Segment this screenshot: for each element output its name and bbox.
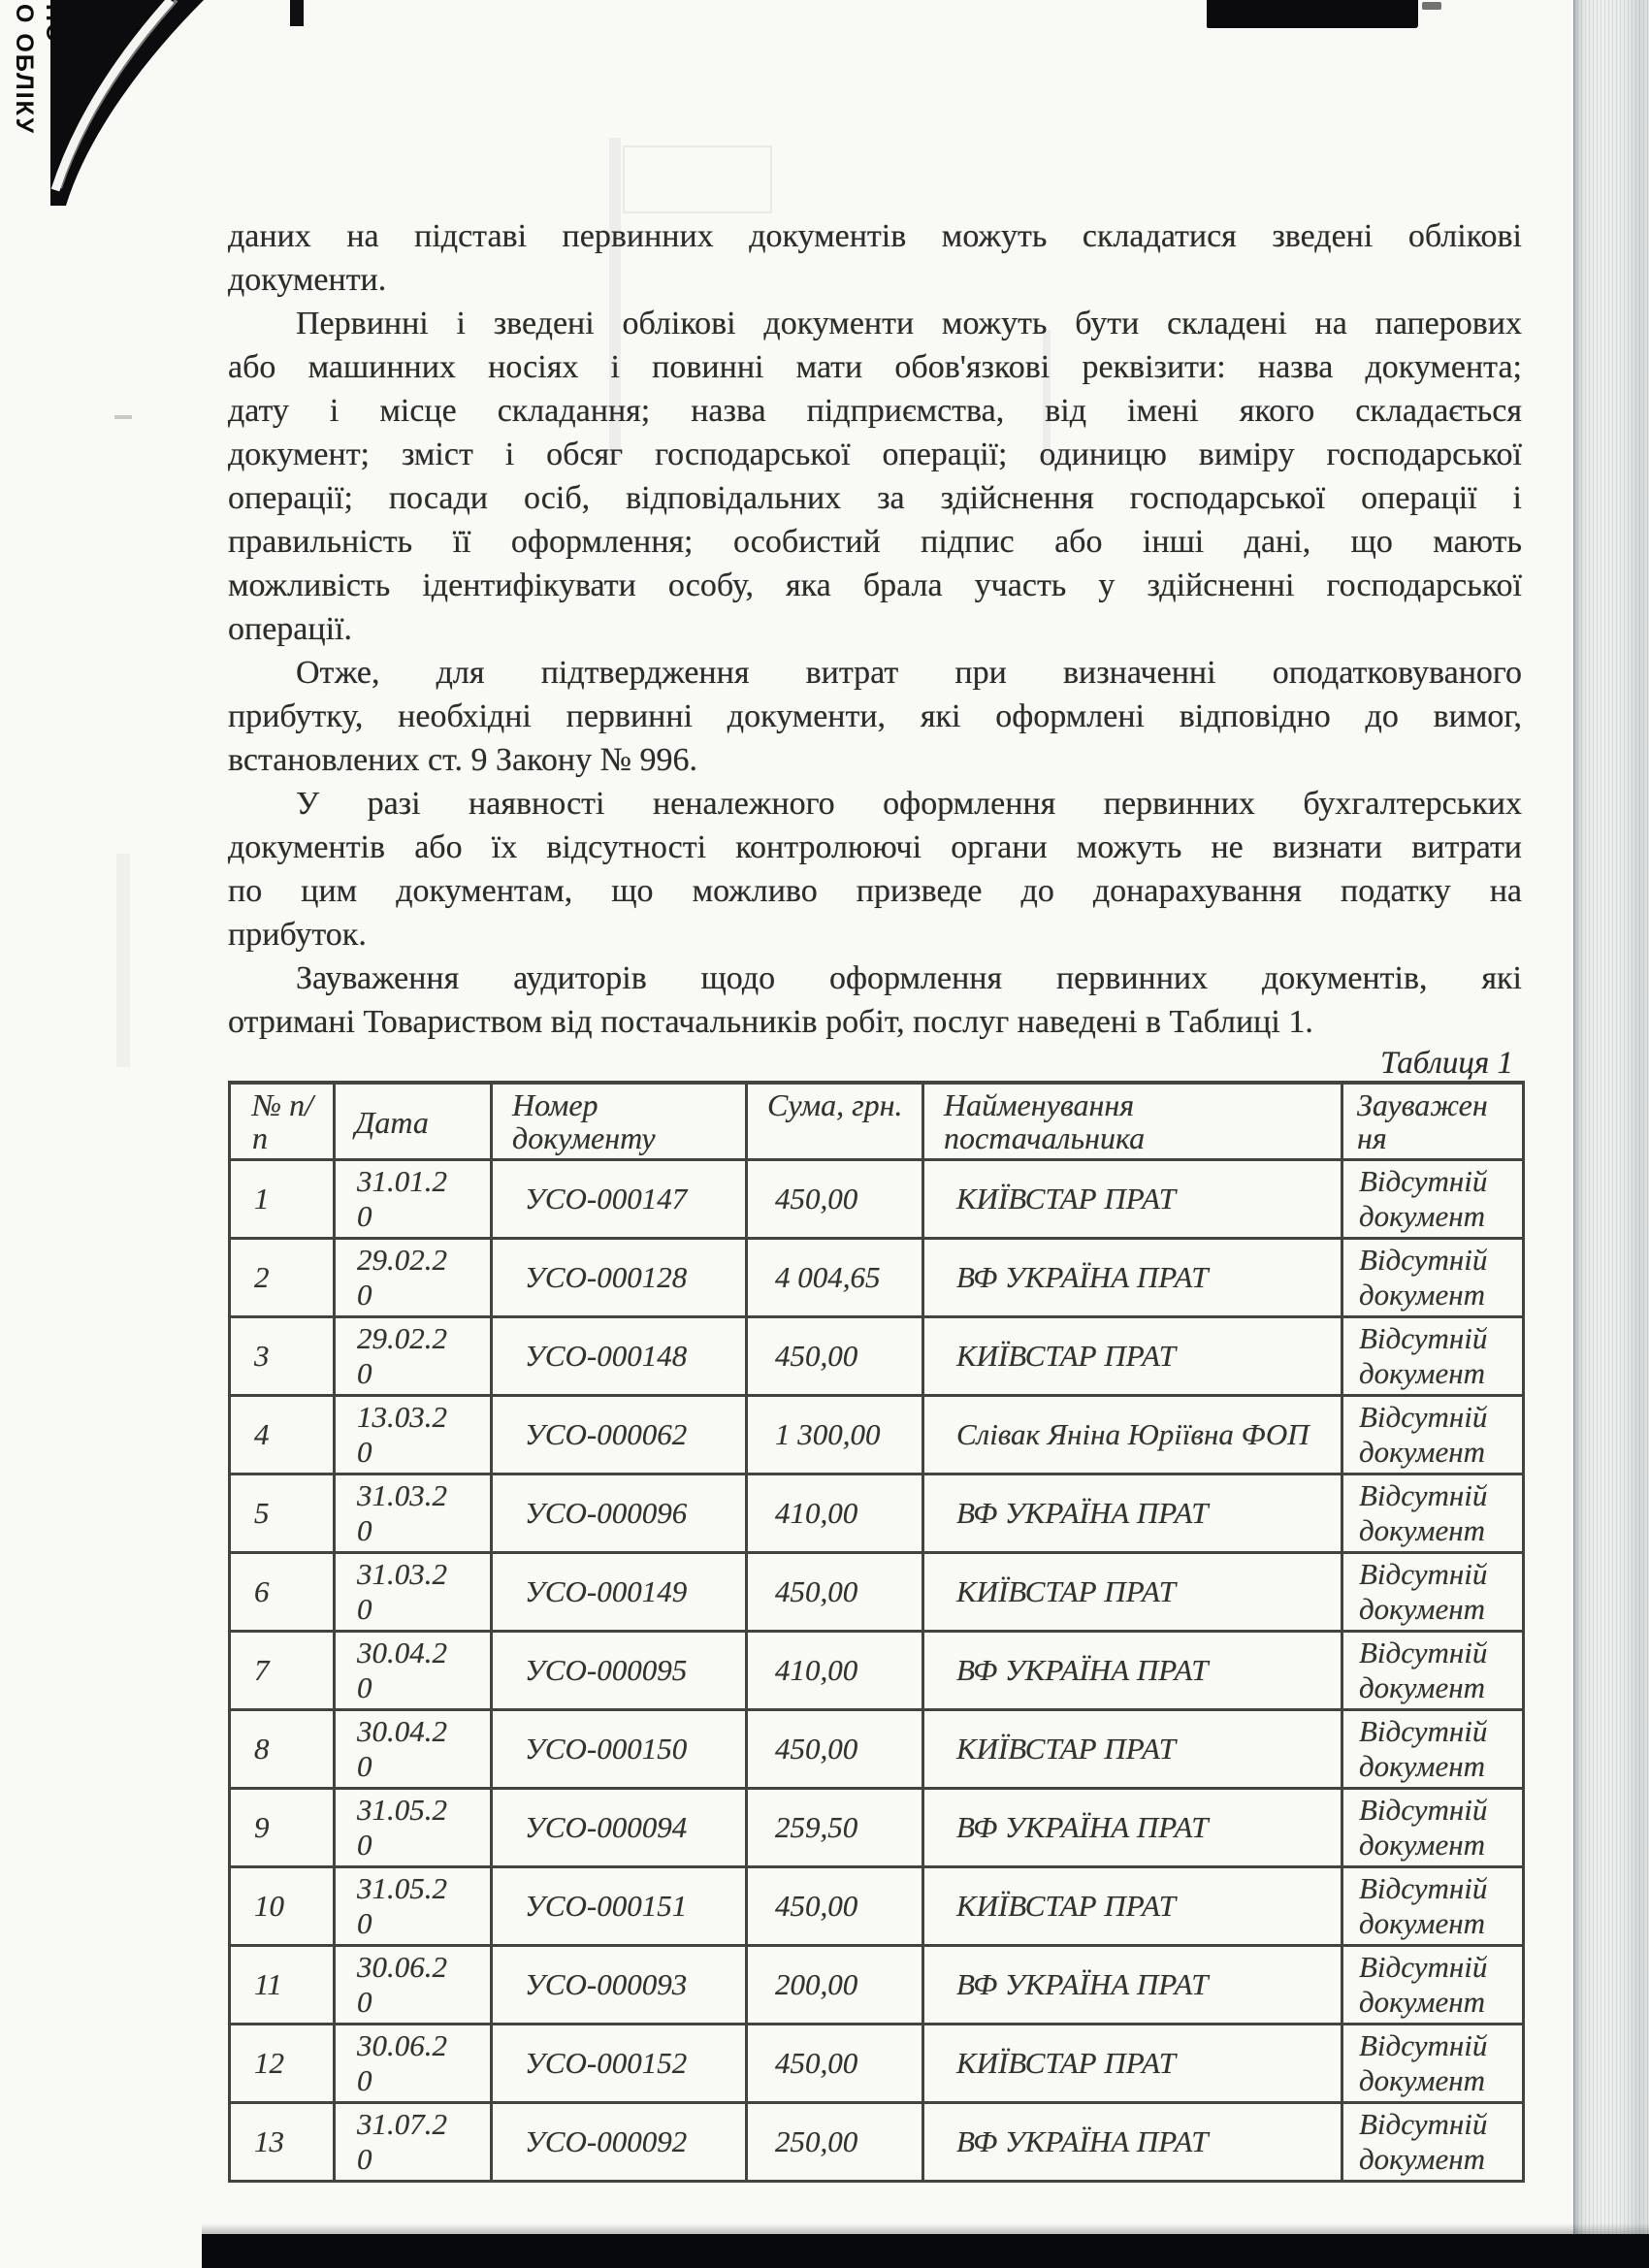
cell-date: 29.02.20 bbox=[335, 1239, 492, 1317]
bleed-through-mark bbox=[116, 854, 130, 1067]
body-line: встановлених ст. 9 Закону № 996. bbox=[228, 742, 698, 778]
cell-note: Відсутній документ bbox=[1342, 1946, 1524, 2025]
cell-supplier: КИЇВСТАР ПРАТ bbox=[923, 1160, 1342, 1239]
cell-num: 3 bbox=[230, 1317, 335, 1396]
cell-date: 30.04.20 bbox=[335, 1632, 492, 1710]
body-line: або машинних носіях і повинні мати обов'язкові реквізити: назва документа; bbox=[228, 349, 1522, 385]
cell-num: 4 bbox=[230, 1396, 335, 1474]
body-line: Отже, для підтвердження витрат при визначенні оподатковуваного bbox=[296, 655, 1522, 691]
table-row bbox=[230, 1789, 1524, 1867]
cell-supplier: ВФ УКРАЇНА ПРАТ bbox=[923, 1789, 1342, 1867]
cell-date: 31.07.20 bbox=[335, 2103, 492, 2182]
suppliers-table bbox=[228, 1081, 1525, 2183]
cell-doc: УСО-000152 bbox=[492, 2025, 747, 2103]
cell-supplier: ВФ УКРАЇНА ПРАТ bbox=[923, 1946, 1342, 2025]
cell-num: 9 bbox=[230, 1789, 335, 1867]
cell-note: Відсутній документ bbox=[1342, 1239, 1524, 1317]
cell-sum: 410,00 bbox=[747, 1474, 923, 1553]
table-row bbox=[230, 1632, 1524, 1710]
cell-note: Відсутній документ bbox=[1342, 1474, 1524, 1553]
cell-doc: УСО-000094 bbox=[492, 1789, 747, 1867]
cell-note: Відсутній документ bbox=[1342, 2103, 1524, 2182]
cell-num: 10 bbox=[230, 1867, 335, 1946]
cell-note: Відсутній документ bbox=[1342, 1396, 1524, 1474]
cell-note: Відсутній документ bbox=[1342, 1789, 1524, 1867]
table-header-row bbox=[230, 1083, 1524, 1160]
cell-note: Відсутній документ bbox=[1342, 1317, 1524, 1396]
body-line: Зауваження аудиторів щодо оформлення первинних документів, які bbox=[296, 960, 1522, 996]
cell-sum: 1 300,00 bbox=[747, 1396, 923, 1474]
cell-num: 1 bbox=[230, 1160, 335, 1239]
cell-date: 13.03.20 bbox=[335, 1396, 492, 1474]
cell-sum: 200,00 bbox=[747, 1946, 923, 2025]
cell-doc: УСО-000096 bbox=[492, 1474, 747, 1553]
page-curl-corner bbox=[47, 0, 211, 209]
cell-num: 8 bbox=[230, 1710, 335, 1789]
cell-note: Відсутній документ bbox=[1342, 2025, 1524, 2103]
column-header: Номер документу bbox=[492, 1083, 747, 1160]
cell-supplier: ВФ УКРАЇНА ПРАТ bbox=[923, 1632, 1342, 1710]
body-line: прибуток. bbox=[228, 917, 367, 953]
body-line: дату і місце складання; назва підприємства, від імені якого складається bbox=[228, 393, 1522, 429]
cell-sum: 450,00 bbox=[747, 1553, 923, 1632]
table-row bbox=[230, 1160, 1524, 1239]
body-line: документ; зміст і обсяг господарської операції; одиницю виміру господарської bbox=[228, 437, 1522, 472]
cell-note: Відсутній документ bbox=[1342, 1710, 1524, 1789]
cell-num: 11 bbox=[230, 1946, 335, 2025]
cell-doc: УСО-000151 bbox=[492, 1867, 747, 1946]
cell-sum: 450,00 bbox=[747, 2025, 923, 2103]
body-line: даних на підставі первинних документів можуть складатися зведені облікові bbox=[228, 218, 1522, 254]
cell-sum: 450,00 bbox=[747, 1317, 923, 1396]
cell-date: 30.04.20 bbox=[335, 1710, 492, 1789]
table-row bbox=[230, 1239, 1524, 1317]
cell-sum: 450,00 bbox=[747, 1710, 923, 1789]
cell-supplier: ВФ УКРАЇНА ПРАТ bbox=[923, 1474, 1342, 1553]
cell-supplier: КИЇВСТАР ПРАТ bbox=[923, 2025, 1342, 2103]
cell-num: 12 bbox=[230, 2025, 335, 2103]
cell-num: 5 bbox=[230, 1474, 335, 1553]
table-row bbox=[230, 1317, 1524, 1396]
cell-doc: УСО-000092 bbox=[492, 2103, 747, 2182]
body-text bbox=[228, 214, 1522, 1044]
scan-shadow-bottom bbox=[202, 2223, 1649, 2234]
cell-sum: 450,00 bbox=[747, 1867, 923, 1946]
cell-doc: УСО-000149 bbox=[492, 1553, 747, 1632]
spine-text-line2: О ОБЛІКУ bbox=[11, 4, 38, 136]
cell-supplier: ВФ УКРАЇНА ПРАТ bbox=[923, 2103, 1342, 2182]
cell-supplier: КИЇВСТАР ПРАТ bbox=[923, 1317, 1342, 1396]
cell-date: 31.01.20 bbox=[335, 1160, 492, 1239]
table-row bbox=[230, 1710, 1524, 1789]
cell-date: 29.02.20 bbox=[335, 1317, 492, 1396]
scan-speck bbox=[1422, 2, 1441, 10]
body-line: Первинні і зведені облікові документи можуть бути складені на паперових bbox=[296, 306, 1522, 341]
body-line: У разі наявності неналежного оформлення первинних бухгалтерських bbox=[296, 786, 1522, 822]
spine-stamp-text bbox=[10, 4, 68, 135]
table-row bbox=[230, 1474, 1524, 1553]
cell-doc: УСО-000095 bbox=[492, 1632, 747, 1710]
column-header: Зауваження bbox=[1342, 1083, 1524, 1160]
cell-supplier: КИЇВСТАР ПРАТ bbox=[923, 1553, 1342, 1632]
cell-note: Відсутній документ bbox=[1342, 1632, 1524, 1710]
cell-num: 13 bbox=[230, 2103, 335, 2182]
table-row bbox=[230, 1553, 1524, 1632]
cell-sum: 259,50 bbox=[747, 1789, 923, 1867]
cell-supplier: Слівак Яніна Юріївна ФОП bbox=[923, 1396, 1342, 1474]
cell-doc: УСО-000147 bbox=[492, 1160, 747, 1239]
cell-date: 30.06.20 bbox=[335, 2025, 492, 2103]
table-caption: Таблиця 1 bbox=[1380, 1046, 1513, 1081]
cell-supplier: КИЇВСТАР ПРАТ bbox=[923, 1710, 1342, 1789]
body-line: документів або їх відсутності контролюючі органи можуть не визнати витрати bbox=[228, 829, 1522, 865]
cell-date: 31.05.20 bbox=[335, 1867, 492, 1946]
column-header: № п/п bbox=[230, 1083, 335, 1160]
cell-sum: 450,00 bbox=[747, 1160, 923, 1239]
cell-num: 6 bbox=[230, 1553, 335, 1632]
cell-num: 2 bbox=[230, 1239, 335, 1317]
body-line: операції; посади осіб, відповідальних за здійснення господарської операції і bbox=[228, 480, 1522, 516]
body-line: прибутку, необхідні первинні документи, які оформлені відповідно до вимог, bbox=[228, 698, 1522, 734]
scan-black-bar-top bbox=[1207, 0, 1418, 28]
column-header: Сума, грн. bbox=[747, 1083, 923, 1160]
cell-doc: УСО-000093 bbox=[492, 1946, 747, 2025]
table-row bbox=[230, 1946, 1524, 2025]
spine-text-line1: ПО bbox=[41, 4, 68, 45]
cell-supplier: КИЇВСТАР ПРАТ bbox=[923, 1867, 1342, 1946]
cell-note: Відсутній документ bbox=[1342, 1160, 1524, 1239]
body-line: можливість ідентифікувати особу, яка брала участь у здійсненні господарської bbox=[228, 567, 1522, 603]
table-row bbox=[230, 2103, 1524, 2182]
cell-doc: УСО-000128 bbox=[492, 1239, 747, 1317]
cell-supplier: ВФ УКРАЇНА ПРАТ bbox=[923, 1239, 1342, 1317]
cell-note: Відсутній документ bbox=[1342, 1553, 1524, 1632]
body-line: операції. bbox=[228, 611, 352, 647]
cell-doc: УСО-000062 bbox=[492, 1396, 747, 1474]
scan-black-tick-top bbox=[290, 0, 304, 26]
bleed-through-mark bbox=[623, 146, 772, 213]
cell-date: 31.03.20 bbox=[335, 1553, 492, 1632]
cell-date: 30.06.20 bbox=[335, 1946, 492, 2025]
scan-black-bar-bottom bbox=[202, 2234, 1649, 2268]
column-header: Дата bbox=[335, 1083, 492, 1160]
body-line: по цим документам, що можливо призведе до донарахування податку на bbox=[228, 873, 1522, 909]
table-row bbox=[230, 1867, 1524, 1946]
column-header: Найменування постачальника bbox=[923, 1083, 1342, 1160]
table-wrapper bbox=[228, 1081, 1522, 2176]
table-row bbox=[230, 1396, 1524, 1474]
cell-num: 7 bbox=[230, 1632, 335, 1710]
cell-doc: УСО-000150 bbox=[492, 1710, 747, 1789]
body-line: документи. bbox=[228, 262, 387, 298]
table-row bbox=[230, 2025, 1524, 2103]
cell-date: 31.05.20 bbox=[335, 1789, 492, 1867]
cell-sum: 4 004,65 bbox=[747, 1239, 923, 1317]
cell-doc: УСО-000148 bbox=[492, 1317, 747, 1396]
body-line: правильність її оформлення; особистий підпис або інші дані, що мають bbox=[228, 524, 1522, 560]
cell-note: Відсутній документ bbox=[1342, 1867, 1524, 1946]
body-line: отримані Товариством від постачальників робіт, послуг наведені в Таблиці 1. bbox=[228, 1004, 1313, 1040]
scan-edge-strip-right bbox=[1573, 0, 1649, 2268]
cell-date: 31.03.20 bbox=[335, 1474, 492, 1553]
margin-pencil-mark bbox=[114, 415, 132, 419]
cell-sum: 250,00 bbox=[747, 2103, 923, 2182]
cell-sum: 410,00 bbox=[747, 1632, 923, 1710]
